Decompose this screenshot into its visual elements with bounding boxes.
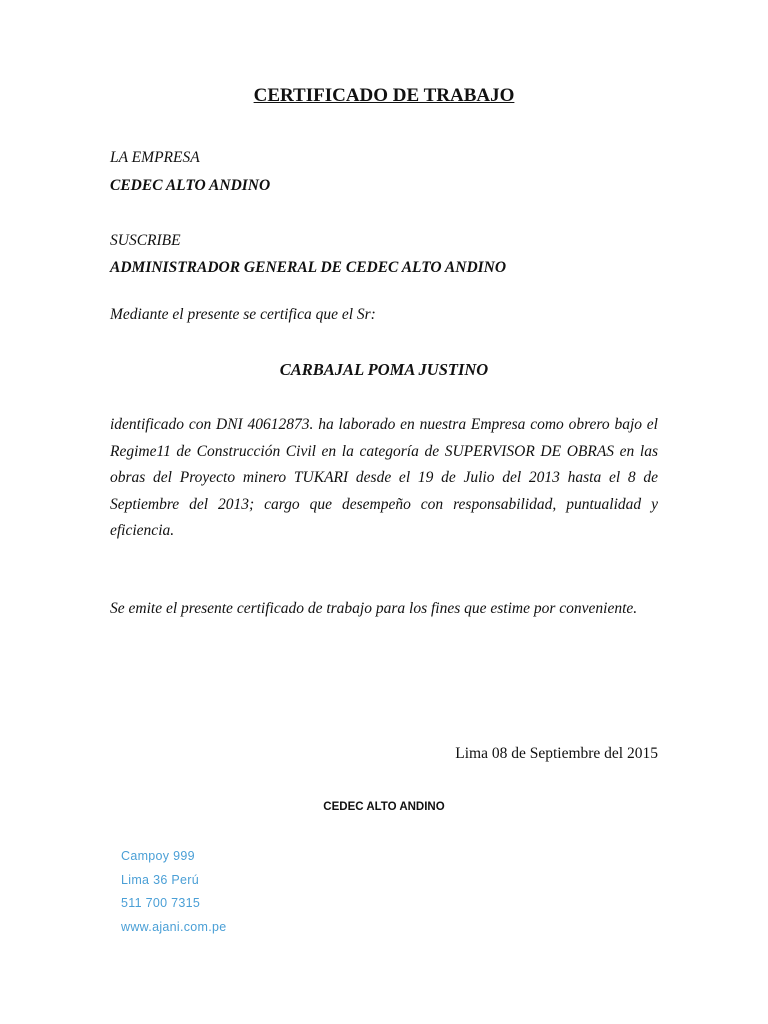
contact-address: Campoy 999 xyxy=(121,849,195,863)
document-title: CERTIFICADO DE TRABAJO xyxy=(253,85,515,106)
date-line: Lima 08 de Septiembre del 2015 xyxy=(455,745,658,762)
employee-name: CARBAJAL POMA JUSTINO xyxy=(279,360,489,379)
body-paragraph: identificado con DNI 40612873. ha laborado en nuestra Empresa como obrero bajo el Regime11 de Construcción Civil en la categoría de SUPERVISOR DE OBRAS en las obras del Proyecto minero TUKARI desde el 19 de Julio del 2013 hasta el 8 de Septiembre del 2013; cargo que desempeño con responsabilidad, puntualidad y eficiencia. xyxy=(110,416,658,539)
company-label: LA EMPRESA xyxy=(110,149,200,166)
contact-phone: 511 700 7315 xyxy=(121,896,201,910)
signature-company: CEDEC ALTO ANDINO xyxy=(323,801,445,813)
intro-text: Mediante el presente se certifica que el Sr: xyxy=(110,306,376,323)
closing-paragraph: Se emite el presente certificado de trabajo para los fines que estime por conveniente. xyxy=(110,600,638,617)
company-name: CEDEC ALTO ANDINO xyxy=(110,177,271,194)
signer-label: SUSCRIBE xyxy=(110,232,181,249)
contact-city: Lima 36 Perú xyxy=(121,873,199,887)
signer-title: ADMINISTRADOR GENERAL DE CEDEC ALTO ANDINO xyxy=(110,259,507,276)
contact-website[interactable]: www.ajani.com.pe xyxy=(121,920,227,934)
